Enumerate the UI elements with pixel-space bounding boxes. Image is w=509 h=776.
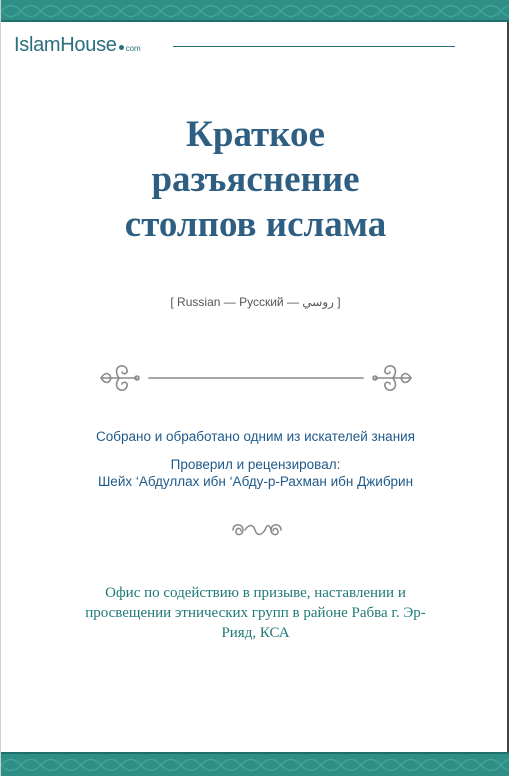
brand-name: IslamHouse [14,34,117,56]
ornamental-divider-icon [97,360,415,396]
bottom-band-pattern [1,752,509,776]
top-decorative-band [1,0,509,22]
top-band-pattern [1,0,509,22]
publisher-office [1,583,509,643]
language-label: [ Russian — Русский — روسي ] [170,295,341,309]
brand-suffix: com [125,44,141,53]
flourish-ornament-icon [229,520,285,540]
publisher-line-2: просвещении этнических групп в районе Рабва г. Эр- [85,605,426,621]
credits-block [1,428,509,490]
logo-dot-icon [119,45,124,50]
islamhouse-logo [14,34,141,57]
publisher-line-1: Офис по содействию в призыве, наставлении и [105,585,406,601]
publisher-line-3: Рияд, КСА [221,625,290,641]
title-line-1: Краткое [186,114,325,155]
title-line-3: столпов ислама [124,204,387,245]
bottom-decorative-band [1,752,509,776]
reviewer-name: Шейх ‘Абдуллах ибн ‘Абду-р-Рахман ибн Джибрин [97,474,414,489]
compiled-by-text: Собрано и обработано одним из искателей знания [96,429,415,444]
title-line-2: разъяснение [151,159,360,200]
book-title [1,112,509,247]
reviewed-by-label: Проверил и рецензировал: [170,457,341,472]
header-rule [173,46,455,47]
